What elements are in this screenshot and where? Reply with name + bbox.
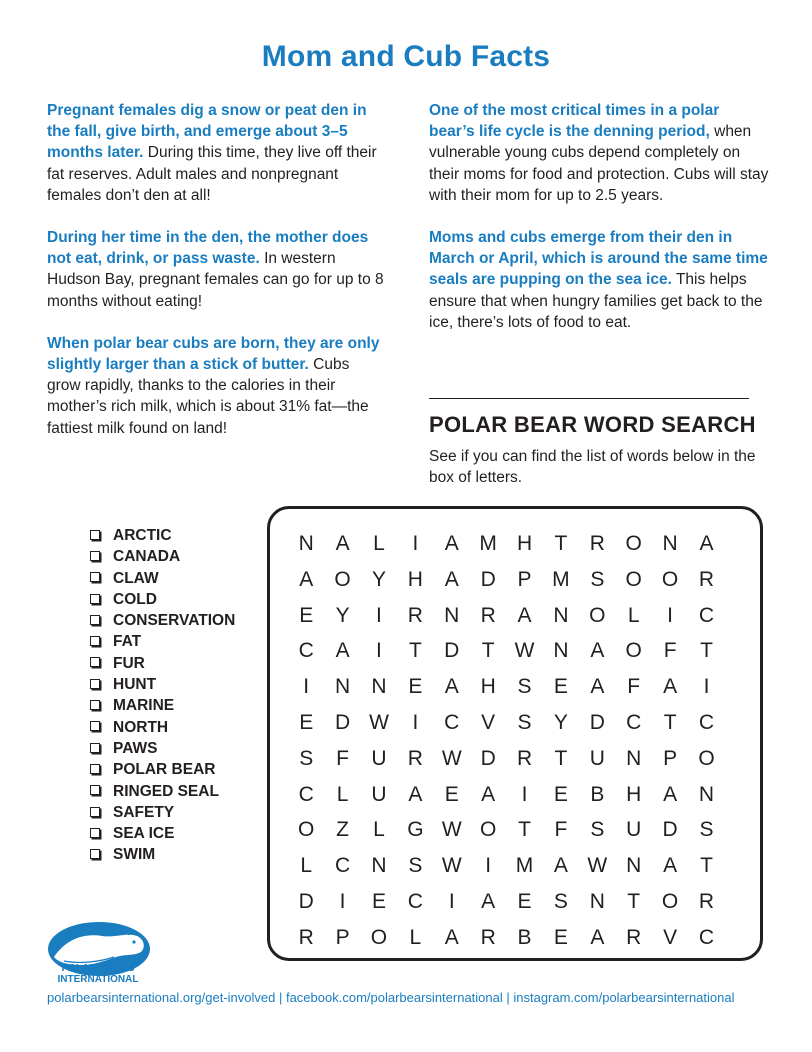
grid-letter[interactable]: A xyxy=(444,925,459,949)
grid-letter[interactable]: F xyxy=(663,639,677,663)
grid-letter[interactable]: A xyxy=(663,782,678,806)
fact-highlight: Pregnant females dig a snow or peat den in the fall, give birth, and emerge about 3–5 months later. xyxy=(47,102,367,162)
grid-letter[interactable]: E xyxy=(371,889,386,913)
grid-letter[interactable]: N xyxy=(589,889,605,913)
grid-letter[interactable]: I xyxy=(521,782,528,806)
grid-letter[interactable]: V xyxy=(481,710,496,734)
grid-letter[interactable]: N xyxy=(298,532,314,555)
grid-letter[interactable]: O xyxy=(698,746,715,770)
grid-letter[interactable]: A xyxy=(481,889,496,913)
grid-letter[interactable]: R xyxy=(407,603,423,627)
word-label: HUNT xyxy=(113,676,157,694)
word-search-grid xyxy=(288,526,725,956)
grid-letter[interactable]: C xyxy=(698,925,715,949)
grid-letter[interactable]: N xyxy=(662,532,678,555)
grid-letter[interactable]: W xyxy=(441,818,462,842)
grid-letter[interactable]: S xyxy=(553,889,568,913)
grid-letter[interactable]: I xyxy=(448,889,455,913)
grid-letter[interactable]: T xyxy=(663,710,677,734)
grid-letter[interactable]: H xyxy=(516,532,533,555)
grid-letter[interactable]: S xyxy=(590,567,605,591)
grid-letter[interactable]: D xyxy=(298,889,314,913)
grid-letter[interactable]: T xyxy=(481,639,495,663)
checkbox-icon[interactable] xyxy=(90,849,100,859)
grid-letter[interactable]: A xyxy=(590,639,605,663)
word-label: ARCTIC xyxy=(113,527,172,544)
grid-letter[interactable]: L xyxy=(336,782,349,806)
word-label: CLAW xyxy=(113,569,159,587)
grid-letter[interactable]: H xyxy=(626,782,642,806)
grid-letter[interactable]: L xyxy=(300,854,313,878)
grid-letter[interactable]: F xyxy=(336,746,349,770)
grid-letter[interactable]: C xyxy=(698,710,715,734)
word-list-item[interactable] xyxy=(90,759,235,780)
word-list-item[interactable] xyxy=(90,631,235,652)
word-list-item[interactable] xyxy=(90,525,235,546)
grid-letter[interactable]: O xyxy=(479,818,497,842)
word-label: MARINE xyxy=(113,697,175,715)
word-label: NORTH xyxy=(113,718,169,736)
checkbox-icon[interactable] xyxy=(90,700,100,710)
grid-letter[interactable]: A xyxy=(553,854,568,878)
logo-line-2: INTERNATIONAL xyxy=(57,973,139,985)
fact-highlight: Moms and cubs emerge from their den in March or April, which is around the same time seals are pupping on the sea ice. xyxy=(429,229,768,289)
grid-letter[interactable]: O xyxy=(661,889,679,913)
grid-letter[interactable]: S xyxy=(408,854,423,878)
grid-letter[interactable]: R xyxy=(480,603,496,627)
checkbox-icon[interactable] xyxy=(90,572,100,582)
checkbox-icon[interactable] xyxy=(90,807,100,817)
grid-letter[interactable]: O xyxy=(370,925,388,949)
grid-letter[interactable]: T xyxy=(554,532,568,555)
grid-letter[interactable]: C xyxy=(298,782,314,806)
grid-letter[interactable]: O xyxy=(625,567,642,591)
grid-letter[interactable]: U xyxy=(589,746,605,770)
word-label: COLD xyxy=(113,590,157,608)
grid-letter[interactable]: T xyxy=(554,746,568,770)
fact-body: In western Hudson Bay, pregnant females can go for up to 8 months without eating! xyxy=(47,250,384,310)
logo-wordmark xyxy=(44,964,152,985)
grid-letter[interactable]: N xyxy=(626,746,642,770)
fact-body: when vulnerable young cubs depend completely on their moms for food and protection. Cubs will stay with their mom for up to 2.5 years. xyxy=(429,123,769,204)
grid-letter[interactable]: I xyxy=(667,603,674,627)
grid-letter[interactable]: T xyxy=(627,889,641,913)
word-list-item[interactable] xyxy=(90,695,235,716)
word-label: FAT xyxy=(113,633,142,651)
grid-letter[interactable]: Z xyxy=(336,818,349,842)
grid-letter[interactable]: G xyxy=(407,818,424,842)
checkbox-icon[interactable] xyxy=(90,743,100,753)
grid-letter[interactable]: P xyxy=(517,567,532,591)
grid-letter[interactable]: A xyxy=(590,675,605,699)
grid-letter[interactable]: S xyxy=(517,710,532,734)
fact-paragraph xyxy=(429,100,769,206)
grid-letter[interactable]: W xyxy=(514,639,535,663)
grid-letter[interactable]: R xyxy=(516,746,533,770)
grid-letter[interactable]: A xyxy=(517,603,532,627)
fact-body: During this time, they live off their fat reserves. Adult males and nonpregnant females don’t den at all! xyxy=(47,144,377,204)
grid-letter[interactable]: R xyxy=(626,925,642,949)
grid-letter[interactable]: C xyxy=(444,710,460,734)
grid-letter[interactable]: O xyxy=(589,603,606,627)
grid-letter[interactable]: I xyxy=(376,603,382,627)
grid-letter[interactable]: C xyxy=(407,889,423,913)
grid-letter[interactable]: D xyxy=(589,710,605,734)
grid-letter[interactable]: D xyxy=(335,710,351,734)
grid-letter[interactable]: F xyxy=(627,675,641,699)
grid-letter[interactable]: E xyxy=(299,603,314,627)
grid-letter[interactable]: V xyxy=(663,925,678,949)
grid-letter[interactable]: E xyxy=(444,782,459,806)
grid-letter[interactable]: N xyxy=(626,854,642,878)
grid-letter[interactable]: N xyxy=(371,854,387,878)
grid-letter[interactable]: R xyxy=(698,567,715,591)
grid-letter[interactable]: L xyxy=(409,925,422,949)
footer-links[interactable]: polarbearsinternational.org/get-involved | facebook.com/polarbearsinternational | instagram.com/polarbearsinternational xyxy=(47,990,735,1005)
grid-letter[interactable]: O xyxy=(661,567,679,591)
grid-letter[interactable]: A xyxy=(444,675,459,699)
word-label: SEA ICE xyxy=(113,825,175,843)
grid-letter[interactable]: U xyxy=(371,746,387,770)
checkbox-icon[interactable] xyxy=(90,594,100,604)
grid-letter[interactable]: A xyxy=(663,675,678,699)
grid-letter[interactable]: O xyxy=(298,818,315,842)
checkbox-icon[interactable] xyxy=(90,828,100,838)
grid-letter[interactable]: L xyxy=(373,818,385,842)
page-title: Mom and Cub Facts xyxy=(261,40,551,73)
checkbox-icon[interactable] xyxy=(90,785,100,795)
grid-letter[interactable]: W xyxy=(587,854,608,878)
grid-letter[interactable]: M xyxy=(515,854,534,878)
grid-letter[interactable]: Y xyxy=(335,603,350,627)
grid-letter[interactable]: R xyxy=(589,532,605,555)
grid-letter[interactable]: I xyxy=(376,639,382,663)
grid-letter[interactable]: W xyxy=(441,746,462,770)
grid-letter[interactable]: R xyxy=(407,746,423,770)
word-list-item[interactable] xyxy=(90,781,235,802)
fact-paragraph xyxy=(47,100,387,206)
grid-letter[interactable]: N xyxy=(371,675,387,699)
checkbox-icon[interactable] xyxy=(90,764,100,774)
grid-letter[interactable]: A xyxy=(590,925,605,949)
word-list-item[interactable] xyxy=(90,589,235,610)
grid-letter[interactable]: U xyxy=(371,782,387,806)
checkbox-icon[interactable] xyxy=(90,615,100,625)
grid-letter[interactable]: L xyxy=(627,603,640,627)
grid-letter[interactable]: D xyxy=(662,818,678,842)
grid-letter[interactable]: C xyxy=(298,639,314,663)
word-label: SWIM xyxy=(113,846,156,864)
word-list-item[interactable] xyxy=(90,546,235,567)
grid-letter[interactable]: D xyxy=(480,746,496,770)
grid-letter[interactable]: C xyxy=(626,710,642,734)
grid-letter[interactable]: H xyxy=(407,567,423,591)
grid-letter[interactable]: E xyxy=(553,675,568,699)
word-label: CANADA xyxy=(113,548,181,566)
grid-letter[interactable]: N xyxy=(698,782,715,806)
grid-letter[interactable]: D xyxy=(480,567,496,591)
word-list-item[interactable] xyxy=(90,738,235,759)
grid-letter[interactable]: A xyxy=(444,532,459,555)
word-search-heading: POLAR BEAR WORD SEARCH xyxy=(429,412,756,437)
word-search-intro: See if you can find the list of words below in the box of letters. xyxy=(429,448,756,487)
grid-letter[interactable]: I xyxy=(412,532,419,555)
grid-letter[interactable]: T xyxy=(518,818,531,842)
grid-letter[interactable]: T xyxy=(408,639,422,663)
grid-letter[interactable]: R xyxy=(298,925,314,949)
word-label: FUR xyxy=(113,654,145,672)
facts-left-column xyxy=(47,100,387,460)
grid-letter[interactable]: C xyxy=(335,854,351,878)
grid-letter[interactable]: E xyxy=(408,675,423,699)
word-list-item[interactable] xyxy=(90,844,235,865)
fact-highlight: During her time in the den, the mother does not eat, drink, or pass waste. xyxy=(47,229,369,268)
fact-highlight: When polar bear cubs are born, they are only slightly larger than a stick of butter. xyxy=(47,334,380,374)
grid-letter[interactable]: Y xyxy=(371,567,386,591)
grid-letter[interactable]: T xyxy=(700,854,713,878)
checkbox-icon[interactable] xyxy=(90,721,100,731)
word-list-item[interactable] xyxy=(90,802,235,823)
checkbox-icon[interactable] xyxy=(90,657,100,667)
word-label: SAFETY xyxy=(113,803,175,821)
word-list-item[interactable] xyxy=(90,823,235,844)
fact-body: Cubs grow rapidly, thanks to the calories in their mother’s rich milk, which is about 31% fat—the fattiest milk found on land! xyxy=(47,356,369,437)
fact-paragraph xyxy=(47,333,387,439)
grid-letter[interactable]: E xyxy=(553,782,568,806)
grid-letter[interactable]: N xyxy=(553,639,569,663)
grid-letter[interactable]: A xyxy=(444,567,459,591)
word-list-item[interactable] xyxy=(90,653,235,674)
grid-letter[interactable]: P xyxy=(663,746,678,770)
grid-letter[interactable]: E xyxy=(517,889,532,913)
logo-line-1: POLAR BEARS xyxy=(61,963,135,974)
grid-letter[interactable]: I xyxy=(339,889,346,913)
grid-letter[interactable]: H xyxy=(480,675,496,699)
grid-letter[interactable]: A xyxy=(663,854,678,878)
grid-letter[interactable]: T xyxy=(700,639,713,663)
grid-letter[interactable]: A xyxy=(335,639,350,663)
grid-letter[interactable]: O xyxy=(334,567,351,591)
grid-letter[interactable]: O xyxy=(625,532,642,555)
word-list xyxy=(90,525,235,866)
grid-letter[interactable]: P xyxy=(335,925,350,949)
grid-letter[interactable]: I xyxy=(485,854,492,878)
grid-letter[interactable]: A xyxy=(408,782,423,806)
facts-right-column xyxy=(429,100,769,354)
grid-letter[interactable]: W xyxy=(369,710,389,734)
grid-letter[interactable]: I xyxy=(303,675,310,699)
grid-letter[interactable]: O xyxy=(625,639,642,663)
grid-letter[interactable]: N xyxy=(444,603,460,627)
fact-paragraph xyxy=(47,227,387,312)
grid-letter[interactable]: I xyxy=(703,675,710,699)
word-label: CONSERVATION xyxy=(113,612,236,630)
checkbox-icon[interactable] xyxy=(90,679,100,689)
grid-letter[interactable]: L xyxy=(373,532,385,555)
grid-letter[interactable]: I xyxy=(412,710,419,734)
word-list-item[interactable] xyxy=(90,568,235,589)
grid-letter[interactable]: Y xyxy=(553,710,568,734)
grid-letter[interactable]: N xyxy=(553,603,569,627)
grid-letter[interactable]: C xyxy=(698,603,715,627)
grid-letter[interactable]: U xyxy=(626,818,642,842)
grid-letter[interactable]: E xyxy=(299,710,314,734)
word-list-item[interactable] xyxy=(90,717,235,738)
checkbox-icon[interactable] xyxy=(90,530,100,540)
fact-paragraph xyxy=(429,227,769,333)
grid-letter[interactable]: M xyxy=(552,567,570,591)
grid-letter[interactable]: S xyxy=(299,746,314,770)
grid-letter[interactable]: F xyxy=(554,818,568,842)
grid-letter[interactable]: A xyxy=(481,782,496,806)
grid-letter[interactable]: S xyxy=(590,818,605,842)
grid-letter[interactable]: S xyxy=(517,675,532,699)
grid-letter[interactable]: A xyxy=(699,532,714,555)
grid-letter[interactable]: B xyxy=(517,925,532,949)
word-label: PAWS xyxy=(113,739,158,757)
section-divider xyxy=(429,398,749,399)
checkbox-icon[interactable] xyxy=(90,551,100,561)
grid-letter[interactable]: D xyxy=(444,639,460,663)
grid-letter[interactable]: E xyxy=(553,925,568,949)
grid-letter[interactable]: N xyxy=(335,675,351,699)
grid-letter[interactable]: M xyxy=(479,532,497,555)
word-list-item[interactable] xyxy=(90,610,235,631)
checkbox-icon[interactable] xyxy=(90,636,100,646)
word-label: RINGED SEAL xyxy=(113,782,219,800)
grid-letter[interactable]: B xyxy=(590,782,605,806)
grid-letter[interactable]: R xyxy=(480,925,496,949)
grid-letter[interactable]: A xyxy=(299,567,314,591)
word-list-item[interactable] xyxy=(90,674,235,695)
word-label: POLAR BEAR xyxy=(113,761,216,779)
grid-letter[interactable]: R xyxy=(698,889,715,913)
grid-letter[interactable]: S xyxy=(699,818,714,842)
fact-highlight: One of the most critical times in a polar bear’s life cycle is the denning period, xyxy=(429,102,720,141)
grid-letter[interactable]: W xyxy=(441,854,462,878)
grid-letter[interactable]: A xyxy=(335,532,350,555)
fact-body: This helps ensure that when hungry families get back to the ice, there’s lots of food to eat. xyxy=(429,271,763,331)
